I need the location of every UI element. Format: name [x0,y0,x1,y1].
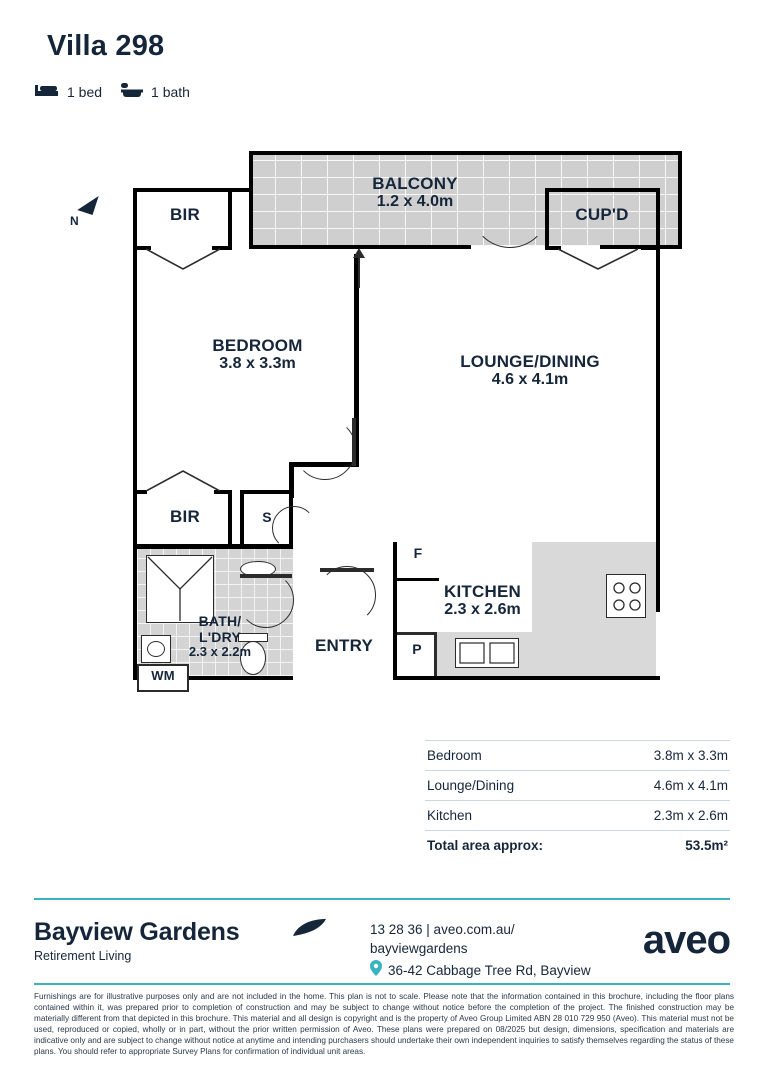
balcony-wall-top [249,151,682,155]
address-text: 36-42 Cabbage Tree Rd, Bayview [388,962,591,978]
compass-icon [70,190,110,234]
opening-arrow-icon [350,248,368,290]
wm-label: WM [151,668,175,683]
table-row [425,801,730,831]
footer-divider-top [34,898,730,900]
bir-bottom-wall-top-left [133,490,147,494]
location-pin-icon [370,960,382,982]
bir-top-door-icon [146,248,220,272]
total-area-label: Total area approx: [427,838,544,853]
area-row-value: 2.3m x 2.6m [653,808,728,823]
wall-top-right [545,188,660,192]
disclaimer-text: Furnishings are for illustrative purposes only and are not included in the home. This plan is not to scale. Please note that the information contained in this brochure, including the floor plans contained within it, was prepared prior to completion of construction and may be subject to change without notice before the completion of the project. The finished construction may be materially different from that depicted in this brochure. This material and all design is copyright and is the property of Aveo Group Limited ABN 28 010 729 950 (Aveo). This material must not be used, reproduced or copied, wholly or in part, without the prior written permission of Aveo. These plans were prepared on 08/2025 but design, dimensions, specification and materials are indicative only and are subject to change without notice at anytime and intending purchasers should undertake their own independent inquiries to satisfy themselves regarding the status of these plans. You should refer to appropriate Survey Plans for confirmation of individual unit areas. [34,992,734,1056]
compass-north-label: N [70,214,79,228]
address-row [370,960,591,982]
aveo-logo: aveo [642,918,730,962]
entry-door-leaf [320,568,374,572]
leaf-icon [292,918,328,945]
bir-bottom-label: BIR [170,507,200,526]
phone-website[interactable]: 13 28 36 | aveo.com.au/ [370,922,515,937]
dwelling-specs [34,82,190,101]
balcony-wall-left [249,151,253,249]
bed-spec [34,82,102,101]
footer-divider-bottom [34,983,730,985]
bir-top-label: BIR [170,205,200,224]
entry-label: ENTRY [315,636,373,655]
pantry-label: P [412,641,422,657]
bedroom-label: BEDROOM 3.8 x 3.3m [212,336,303,373]
wall-bottom-right [393,676,660,680]
cupd-door-icon [558,248,638,272]
bedroom-door-swing [294,418,356,480]
table-row [425,740,730,771]
table-row [425,771,730,801]
store-wall-top [240,490,293,494]
bed-label: 1 bed [67,83,103,100]
bath-label: BATH/ L'DRY 2.3 x 2.2m [188,613,252,660]
bir-bottom-door-icon [146,470,220,492]
cupd-wall-bottom-right [641,246,660,250]
store-label: S [262,509,272,525]
lounge-label: LOUNGE/DINING 4.6 x 4.1m [460,352,600,389]
area-row-value: 4.6m x 4.1m [653,778,728,793]
bath-spec [120,82,190,101]
balcony-label: BALCONY 1.2 x 4.0m [372,174,458,211]
bed-icon [34,82,60,101]
website-line-2[interactable]: bayviewgardens [370,940,468,956]
total-area-value: 53.5m² [685,838,728,853]
bath-icon [120,82,144,101]
total-area-row [425,831,730,860]
floor-plan [0,130,764,730]
area-row-key: Lounge/Dining [427,778,515,793]
balcony-door-swing [471,170,549,248]
bath-door-leaf [240,574,292,578]
area-row-key: Bedroom [427,748,482,763]
balcony-wall-right [678,151,682,249]
page-title: Villa 298 [47,30,165,62]
kitchen-label: KITCHEN 2.3 x 2.6m [444,582,521,619]
brand-name: Bayview Gardens [34,918,240,946]
brand-tagline: Retirement Living [34,949,132,963]
fridge-label: F [413,545,423,561]
brand-block [34,918,239,963]
bedroom-door-leaf [352,418,356,466]
bath-label: 1 bath [151,83,190,100]
areas-table [425,740,730,860]
cupd-label: CUP'D [575,205,629,224]
fridge-wall [397,578,439,581]
contact-block [370,921,591,982]
sink-bowls-icon [455,638,519,668]
cooktop-burners-icon [606,574,646,618]
area-row-key: Kitchen [427,808,473,823]
entry-door-swing [318,566,376,624]
wall-right-outer [656,188,660,612]
wall-top-left [133,188,253,192]
area-row-value: 3.8m x 3.3m [653,748,728,763]
